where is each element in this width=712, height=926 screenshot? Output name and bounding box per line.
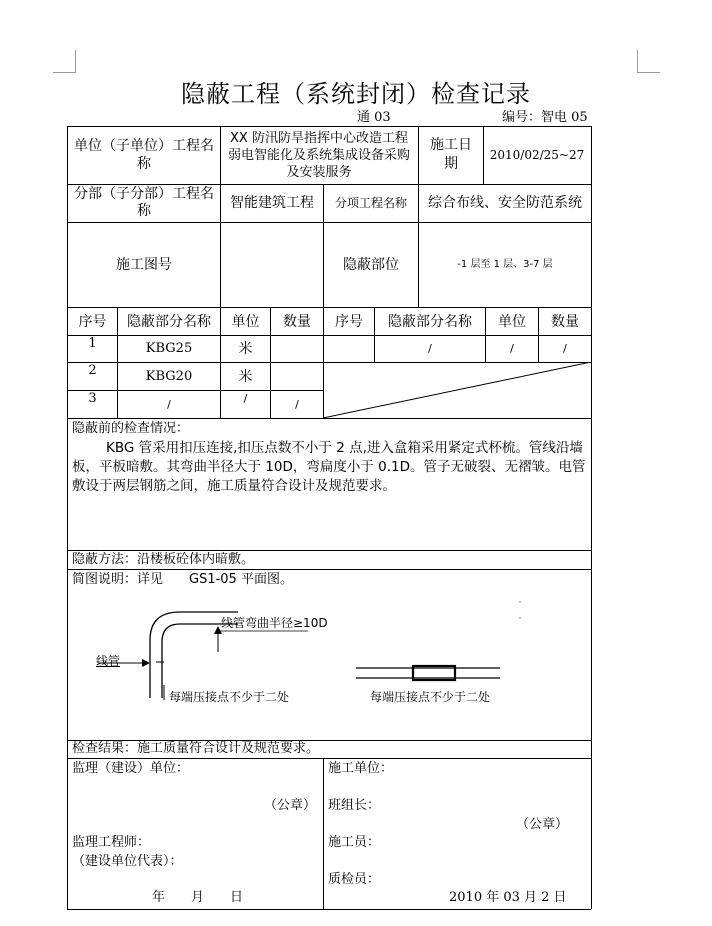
- division-label: 分部（子分部）工程名称: [74, 186, 214, 219]
- seal-left: （公章）: [264, 798, 317, 813]
- subitem-value: 综合布线、安全防范系统: [428, 195, 582, 211]
- pipe-label: 线管: [96, 654, 121, 668]
- page-title: 隐蔽工程（系统封闭）检查记录: [181, 80, 531, 108]
- serial-number: 编号：智电 05: [502, 110, 588, 125]
- supervisor-engineer-label: 监理工程师：: [72, 835, 151, 850]
- col-header-unit: 单位: [231, 313, 260, 330]
- worker-label: 施工员：: [328, 835, 381, 850]
- col-header-no-2: 序号: [335, 313, 363, 330]
- col-header-qty: 数量: [283, 313, 311, 330]
- row-name-2: /: [428, 342, 432, 355]
- sketch-caption: 简图说明：详见 GS1-05 平面图。: [72, 572, 293, 587]
- location-label: 隐蔽部位: [343, 257, 399, 273]
- supervisor-unit-label: 监理（建设）单位：: [72, 761, 190, 776]
- row-qty: [271, 363, 323, 390]
- contractor-unit-label: 施工单位：: [328, 761, 394, 776]
- col-header-unit-2: 单位: [498, 313, 526, 330]
- row-qty-2: /: [563, 342, 567, 355]
- seal-right: （公章）: [516, 817, 569, 832]
- row-no: 3: [88, 391, 97, 406]
- row-name: KBG25: [145, 341, 193, 356]
- conduit-sketch: [68, 590, 590, 738]
- row-qty: /: [295, 397, 299, 411]
- drawing-label: 施工图号: [116, 257, 172, 273]
- row-name: /: [167, 397, 171, 411]
- row-qty: [271, 336, 323, 362]
- row-unit: 米: [238, 368, 253, 385]
- date-right: 2010 年 03 月 2 日: [449, 890, 567, 905]
- date-value: 2010/02/25~27: [489, 148, 585, 162]
- corner-mark-top-left: [53, 50, 76, 73]
- row-name: KBG20: [145, 368, 193, 384]
- row-no: 1: [88, 336, 97, 351]
- inspection-text: KBG 管采用扣压连接,扣压点数不小于 2 点,进入盒箱采用紧定式杯梳。管线沿墙板，平板暗敷。其弯曲半径大于 10D，弯扁度小于 0.1D。管子无破裂、无褶皱。电管敷设于两层钢筋之间，施工质量符合设计及规范要求。: [72, 440, 586, 494]
- bend-radius-label: 线管弯曲半径≥10D: [221, 616, 328, 630]
- inspection-label: 隐蔽前的检查情况：: [72, 421, 190, 436]
- blank-diagonal: [323, 362, 591, 418]
- date-label: 施工日期: [430, 137, 472, 172]
- row-no-2: [324, 336, 374, 362]
- unit-value: XX 防汛防旱指挥中心改造工程弱电智能化及系统集成设备采购及安装服务: [227, 130, 410, 180]
- row-unit-2: /: [510, 342, 514, 355]
- col-header-qty-2: 数量: [551, 313, 579, 330]
- drawing-value: [221, 223, 323, 307]
- crimp-note-left: 每端压接点不少于二处: [169, 690, 290, 704]
- team-leader-label: 班组长：: [328, 798, 381, 813]
- owner-rep-label: （建设单位代表）：: [72, 854, 183, 869]
- row-unit: 米: [238, 341, 253, 357]
- hidden-method: 隐蔽方法：沿楼板砼体内暗敷。: [72, 552, 255, 567]
- qc-label: 质检员：: [328, 872, 381, 887]
- crimp-note-right: 每端压接点不少于二处: [370, 690, 491, 704]
- corner-mark-top-right: [637, 50, 660, 73]
- subitem-label: 分项工程名称: [334, 196, 407, 210]
- unit-label: 单位（子单位）工程名称: [74, 138, 214, 172]
- col-header-no: 序号: [78, 313, 107, 330]
- row-unit: /: [243, 392, 248, 405]
- division-value: 智能建筑工程: [230, 195, 314, 211]
- location-value: -1 层至 1 层、3-7 层: [457, 259, 553, 270]
- form-code: 通 03: [357, 110, 391, 125]
- col-header-name: 隐蔽部分名称: [127, 313, 211, 330]
- col-header-name-2: 隐蔽部分名称: [388, 313, 472, 330]
- date-left: 年 月 日: [152, 890, 244, 905]
- inspection-result: 检查结果：施工质量符合设计及规范要求。: [72, 741, 320, 756]
- row-no: 2: [88, 363, 97, 378]
